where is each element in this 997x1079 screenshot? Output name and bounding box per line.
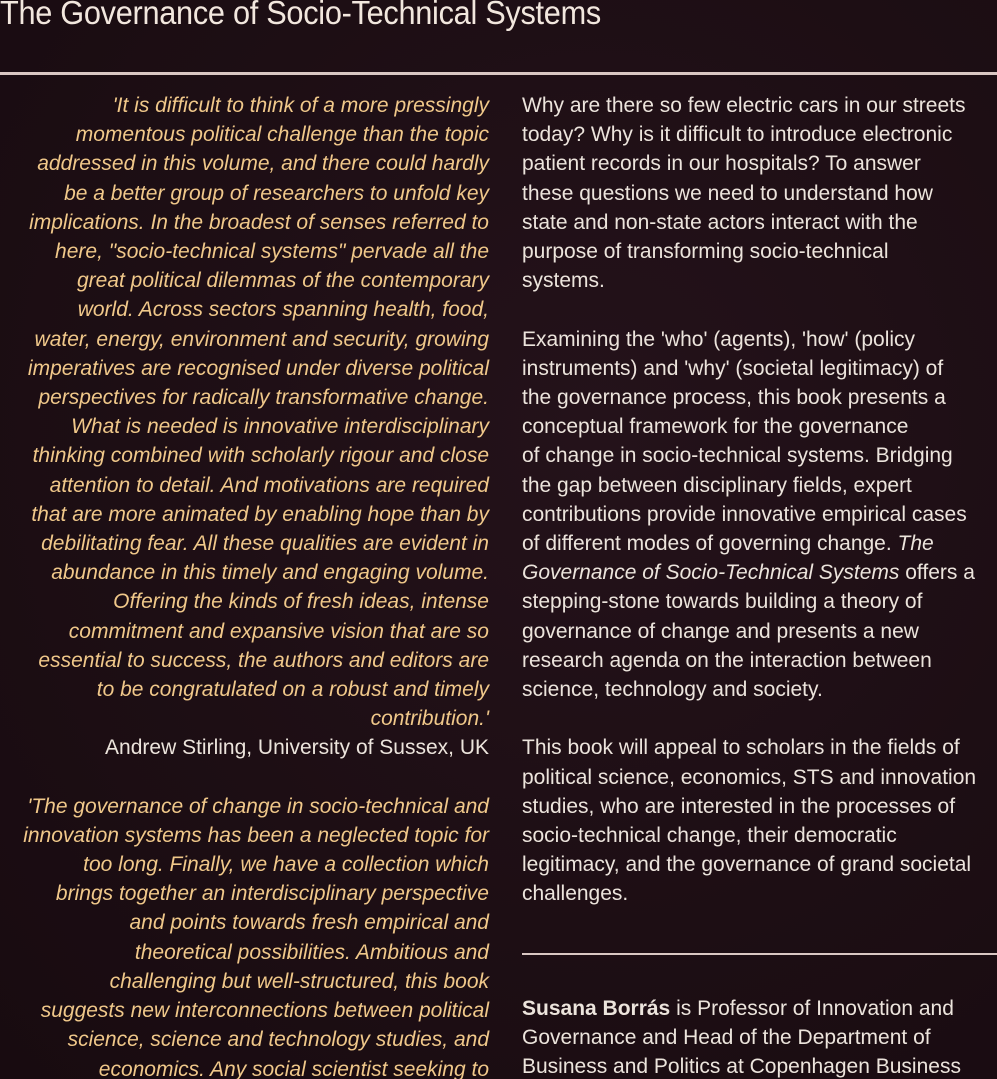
endorsement-quote-second: 'The governance of change in socio-technical and innovation systems has been a neglected topic for too long. Finally, we have a collection which brings together an interdisciplinary perspective and points towards fresh empirical and theoretical possibilities. Ambitious and challenging but well-structured, this book suggests new interconnections between political science, science and technology studies, and economics. Any social scientist seeking to [23,794,489,1079]
author-bio [522,994,997,1079]
endorsement-quote-stirling: 'It is difficult to think of a more pressingly momentous political challenge than the topic addressed in this volume, and there could hardly be a better group of researchers to unfold key implications. In the broadest of senses referred to here, "socio-technical systems" pervade all the great political dilemmas of the contemporary world. Across sectors spanning health, food, water, energy, environment and security, growing imperatives are recognised under diverse political perspectives for radically transformative change. What is needed is innovative interdisciplinary thinking combined with scholarly rigour and close attention to detail. And motivations are required that are more animated by enabling hope than by debilitating fear. All these qualities are evident in abundance in this timely and engaging volume. Offering the kinds of fresh ideas, intense commitment and expansive vision that are so essential to success, the authors and editors are to be congratulated on a robust and timely contribution.' [27,94,489,731]
description-paragraph-2-part-b: offers a stepping-stone towards building a theory of governance of change and presents a new research agenda on the interaction between science, technology and society. [522,561,975,702]
author-name: Susana Borrás [522,997,671,1020]
endorsement-attribution-stirling: Andrew Stirling, University of Sussex, UK [105,736,489,760]
author-bio-text: is Professor of Innovation and Governance and Head of the Department of Business and Politics at Copenhagen Business [522,997,961,1079]
description-column [522,91,997,938]
bio-divider [522,953,997,955]
top-divider [0,72,997,75]
description-paragraph-2 [522,325,997,705]
description-paragraph-1: Why are there so few electric cars in our streets today? Why is it difficult to introduce electronic patient records in our hospitals? To answer these questions we need to understand how state and non-state actors interact with the purpose of transforming socio-technical systems. [522,94,966,293]
endorsements-column [0,91,489,1079]
description-paragraph-3: This book will appeal to scholars in the fields of political science, economics, STS and innovation studies, who are interested in the processes of socio-technical change, their democratic legitimacy, and the governance of grand societal challenges. [522,736,977,906]
book-title-inline-b: Governance of Socio-Technical Systems [522,561,900,585]
description-paragraph-2-part-a: Examining the 'who' (agents), 'how' (policy instruments) and 'why' (societal legitimacy) of the governance process, this book presents a conceptual framework for the governance of change in socio-technical systems. Bridging the gap between disciplinary fields, expert contributions provide innovative empirical cases of different modes of governing change. [522,327,967,556]
book-title: The Governance of Socio-Technical Systems [0,0,601,31]
book-title-inline-a: The [897,532,934,556]
